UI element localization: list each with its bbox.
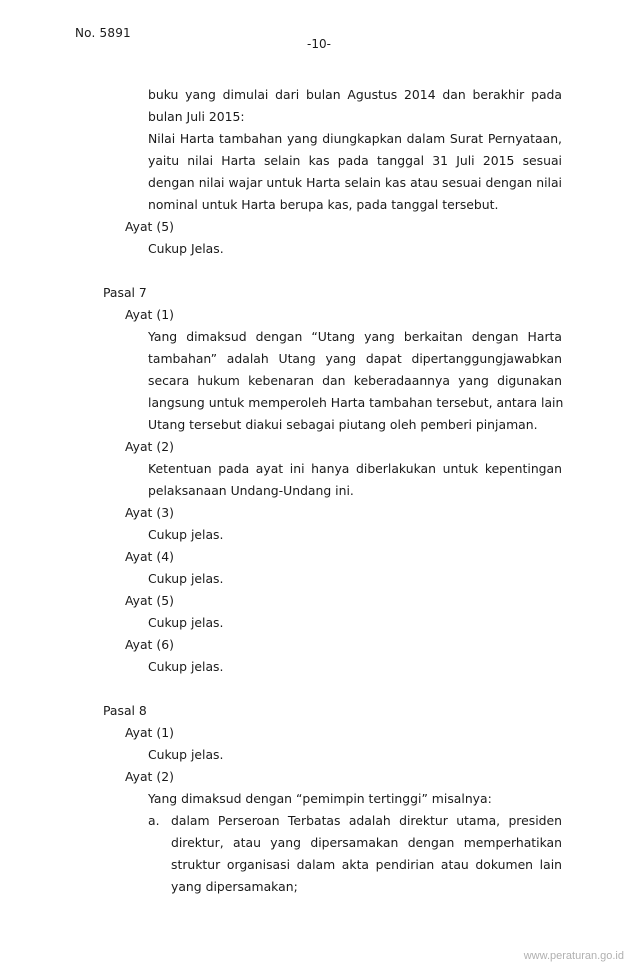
ayat-text: Cukup jelas.: [148, 527, 224, 542]
ayat-heading: Ayat (5): [125, 219, 174, 234]
ayat-line: tambahan” adalah Utang yang dapat dipertanggungjawabkan: [148, 351, 562, 366]
ayat-text: Cukup jelas.: [148, 747, 224, 762]
ayat-line: Yang dimaksud dengan “Utang yang berkaitan dengan Harta: [148, 329, 562, 344]
ayat-line: langsung untuk memperoleh Harta tambahan tersebut, antara lain: [148, 395, 564, 410]
intro-line: buku yang dimulai dari bulan Agustus 2014 dan berakhir pada: [148, 87, 562, 102]
pasal-heading: Pasal 8: [103, 703, 147, 718]
ayat-heading: Ayat (3): [125, 505, 174, 520]
document-number: No. 5891: [75, 26, 131, 40]
ayat-line: secara hukum kebenaran dan keberadaannya yang digunakan: [148, 373, 562, 388]
list-item-line: direktur, atau yang dipersamakan dengan memperhatikan: [171, 835, 562, 850]
ayat-text: Cukup jelas.: [148, 615, 224, 630]
ayat-line: Ketentuan pada ayat ini hanya diberlakukan untuk kepentingan: [148, 461, 562, 476]
ayat-text: Cukup jelas.: [148, 659, 224, 674]
ayat-intro: Yang dimaksud dengan “pemimpin tertinggi” misalnya:: [148, 791, 492, 806]
page-folio: -10-: [307, 37, 331, 51]
ayat-text: Cukup jelas.: [148, 571, 224, 586]
intro-line: Nilai Harta tambahan yang diungkapkan dalam Surat Pernyataan,: [148, 131, 562, 146]
ayat-heading: Ayat (2): [125, 769, 174, 784]
pasal-heading: Pasal 7: [103, 285, 147, 300]
ayat-heading: Ayat (4): [125, 549, 174, 564]
ayat-heading: Ayat (6): [125, 637, 174, 652]
intro-line: dengan nilai wajar untuk Harta selain kas atau sesuai dengan nilai: [148, 175, 562, 190]
ayat-line: pelaksanaan Undang-Undang ini.: [148, 483, 354, 498]
list-item-line: struktur organisasi dalam akta pendirian atau dokumen lain: [171, 857, 562, 872]
ayat-heading: Ayat (1): [125, 307, 174, 322]
intro-line: yaitu nilai Harta selain kas pada tanggal 31 Juli 2015 sesuai: [148, 153, 562, 168]
ayat-heading: Ayat (2): [125, 439, 174, 454]
ayat-heading: Ayat (1): [125, 725, 174, 740]
list-marker: a.: [148, 813, 160, 828]
intro-line: bulan Juli 2015:: [148, 109, 245, 124]
site-watermark: www.peraturan.go.id: [523, 950, 624, 962]
ayat-line: Utang tersebut diakui sebagai piutang oleh pemberi pinjaman.: [148, 417, 538, 432]
intro-line: nominal untuk Harta berupa kas, pada tanggal tersebut.: [148, 197, 499, 212]
ayat-heading: Ayat (5): [125, 593, 174, 608]
list-item-line: yang dipersamakan;: [171, 879, 298, 894]
list-item-line: dalam Perseroan Terbatas adalah direktur utama, presiden: [171, 813, 562, 828]
ayat-text: Cukup Jelas.: [148, 241, 224, 256]
